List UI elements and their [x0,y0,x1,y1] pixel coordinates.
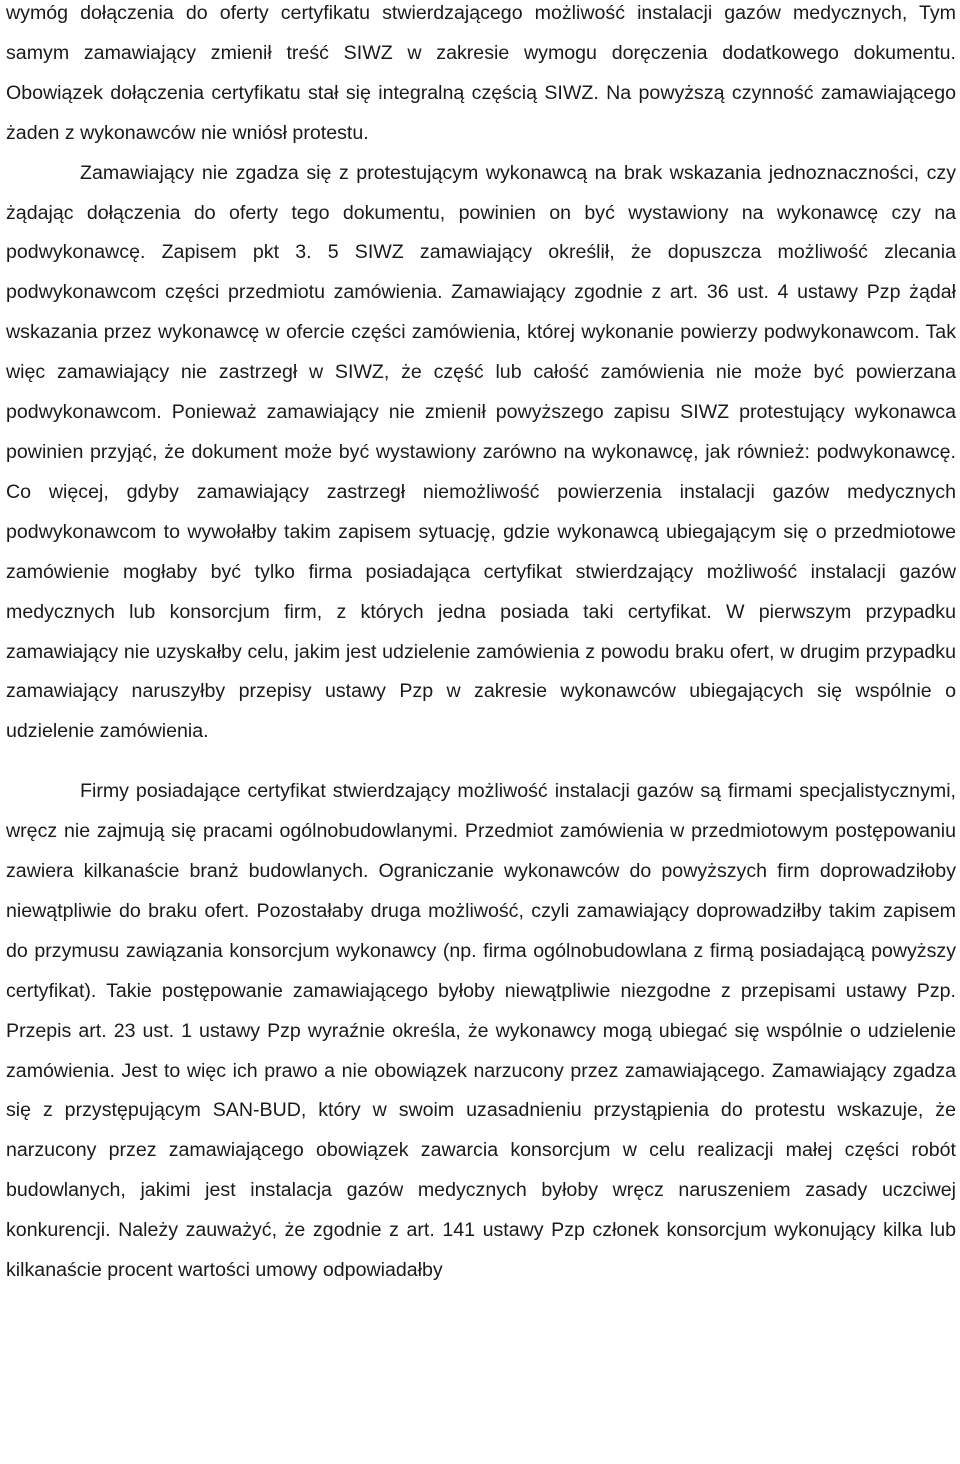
paragraph-text: Zamawiający nie zgadza się z protestującym wykonawcą na brak wskazania jednoznaczności, czy żądając dołączenia do oferty tego dokumentu, powinien on być wystawiony na wykonawcę czy na podwykonawcę. Zapisem pkt 3. 5 SIWZ zamawiający określił, że dopuszcza możliwość zlecania podwykonawcom części przedmiotu zamówienia. Zamawiający zgodnie z art. 36 ust. 4 ustawy Pzp żądał wskazania przez wykonawcę w ofercie części zamówienia, której wykonanie powierzy podwykonawcom. Tak więc zamawiający nie zastrzegł w SIWZ, że część lub całość zamówienia nie może być powierzana podwykonawcom. Ponieważ zamawiający nie zmienił powyższego zapisu SIWZ protestujący wykonawca powinien przyjąć, że dokument może być wystawiony zarówno na wykonawcę, jak również: podwykonawcę. Co więcej, gdyby zamawiający zastrzegł niemożliwość powierzenia instalacji gazów medycznych podwykonawcom to wywołałby takim zapisem sytuację, gdzie wykonawcą ubiegającym się o przedmiotowe zamówienie mogłaby być tylko firma posiadająca certyfikat stwierdzający możliwość instalacji gazów medycznych lub konsorcjum firm, z których jedna posiada taki certyfikat. W pierwszym przypadku zamawiający nie uzyskałby celu, jakim jest udzielenie zamówienia z powodu braku ofert, w drugim przypadku zamawiający naruszyłby przepisy ustawy Pzp w zakresie wykonawców ubiegających się wspólnie o udzielenie zamówienia. [6,161,956,743]
paragraph-text: wymóg dołączenia do oferty certyfikatu stwierdzającego możliwość instalacji gazów medycznych, Tym samym zamawiający zmienił treść SIWZ w zakresie wymogu doręczenia dodatkowego dokumentu. Obowiązek dołączenia certyfikatu stał się integralną częścią SIWZ. Na powyższą czynność zamawiającego żaden z wykonawców nie wniósł protestu. [6,2,956,144]
paragraph-certificate-requirement [6,0,956,154]
document-page [6,0,956,1291]
paragraph-specialist-firms [6,772,956,1291]
paragraph-text: Firmy posiadające certyfikat stwierdzający możliwość instalacji gazów są firmami specjalistycznymi, wręcz nie zajmują się pracami ogólnobudowlanymi. Przedmiot zamówienia w przedmiotowym postępowaniu zawiera kilkanaście branż budowlanych. Ograniczanie wykonawców do powyższych firm doprowadziłoby niewątpliwie do braku ofert. Pozostałaby druga możliwość, czyli zamawiający doprowadziłby takim zapisem do przymusu zawiązania konsorcjum wykonawcy (np. firma ogólnobudowlana z firmą posiadającą powyższy certyfikat). Takie postępowanie zamawiającego byłoby niewątpliwie niezgodne z przepisami ustawy Pzp. Przepis art. 23 ust. 1 ustawy Pzp wyraźnie określa, że wykonawcy mogą ubiegać się wspólnie o udzielenie zamówienia. Jest to więc ich prawo a nie obowiązek narzucony przez zamawiającego. Zamawiający zgadza się z przystępującym SAN-BUD, który w swoim uzasadnieniu przystąpienia do protestu wskazuje, że narzucony przez zamawiającego obowiązek zawarcia konsorcjum w celu realizacji małej części robót budowlanych, jakimi jest instalacja gazów medycznych byłoby wręcz naruszeniem zasady uczciwej konkurencji. Należy zauważyć, że zgodnie z art. 141 ustawy Pzp członek konsorcjum wykonujący kilka lub kilkanaście procent wartości umowy odpowiadałby [6,780,956,1282]
paragraph-subcontractor-argument [6,154,956,753]
